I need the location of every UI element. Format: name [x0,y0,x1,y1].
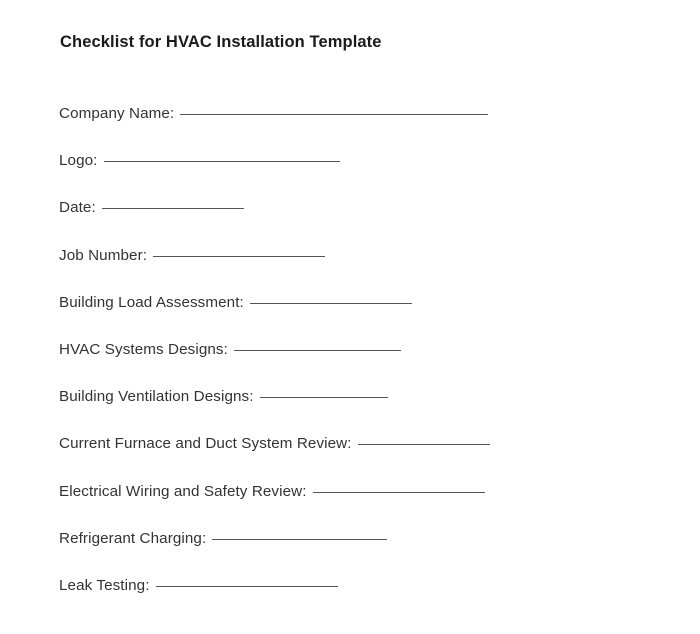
field-blank-line[interactable] [180,114,488,115]
field-blank-line[interactable] [104,161,340,162]
checklist-field-row [59,151,700,198]
checklist-field-list [59,104,700,623]
field-label: Company Name: [59,105,175,122]
checklist-field-row [59,434,700,481]
checklist-field-row [59,576,700,623]
field-label: Logo: [59,152,98,170]
checklist-field-row [59,529,700,576]
field-label: Job Number: [59,246,148,264]
field-label: Electrical Wiring and Safety Review: [59,482,307,500]
field-blank-line[interactable] [250,303,412,304]
field-blank-line[interactable] [212,539,387,540]
field-label: Building Load Assessment: [59,293,244,311]
field-blank-line[interactable] [156,586,338,587]
field-label: Leak Testing: [59,576,150,594]
page-title: Checklist for HVAC Installation Template [60,33,382,51]
field-blank-line[interactable] [358,444,490,445]
checklist-field-row [59,246,700,293]
field-blank-line[interactable] [234,350,401,351]
field-blank-line[interactable] [102,208,244,209]
checklist-field-row [59,482,700,529]
checklist-field-row [59,340,700,387]
checklist-field-row [59,293,700,340]
field-blank-line[interactable] [313,492,485,493]
field-label: HVAC Systems Designs: [59,340,228,358]
checklist-field-row [59,198,700,245]
checklist-field-row [59,387,700,434]
checklist-field-row [59,104,700,151]
field-label: Current Furnace and Duct System Review: [59,435,352,453]
field-blank-line[interactable] [153,256,325,257]
field-label: Refrigerant Charging: [59,529,207,547]
field-label: Date: [59,199,96,217]
field-label: Building Ventilation Designs: [59,388,254,406]
field-blank-line[interactable] [260,397,388,398]
